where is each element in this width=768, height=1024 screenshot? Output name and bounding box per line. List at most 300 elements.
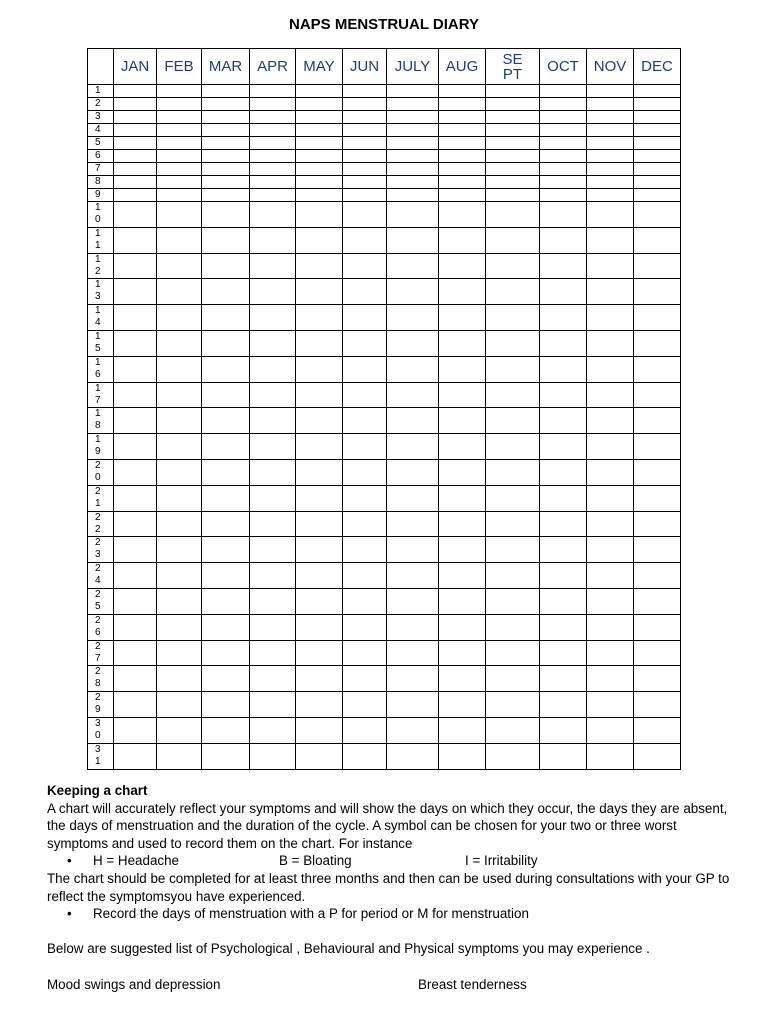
diary-cell[interactable] (296, 176, 343, 189)
diary-cell[interactable] (114, 150, 157, 163)
diary-cell[interactable] (540, 511, 587, 537)
diary-cell[interactable] (202, 640, 250, 666)
diary-cell[interactable] (157, 717, 202, 743)
diary-cell[interactable] (387, 434, 439, 460)
diary-cell[interactable] (486, 408, 540, 434)
diary-cell[interactable] (296, 485, 343, 511)
diary-cell[interactable] (250, 176, 296, 189)
diary-cell[interactable] (343, 253, 387, 279)
diary-cell[interactable] (114, 111, 157, 124)
diary-cell[interactable] (486, 98, 540, 111)
diary-cell[interactable] (250, 124, 296, 137)
diary-cell[interactable] (114, 227, 157, 253)
diary-cell[interactable] (634, 382, 681, 408)
diary-cell[interactable] (157, 485, 202, 511)
diary-cell[interactable] (634, 253, 681, 279)
diary-cell[interactable] (114, 98, 157, 111)
diary-cell[interactable] (486, 253, 540, 279)
diary-cell[interactable] (634, 434, 681, 460)
diary-cell[interactable] (114, 588, 157, 614)
diary-cell[interactable] (343, 189, 387, 202)
diary-cell[interactable] (486, 85, 540, 98)
diary-cell[interactable] (387, 85, 439, 98)
diary-cell[interactable] (250, 279, 296, 305)
diary-cell[interactable] (587, 305, 634, 331)
diary-cell[interactable] (387, 717, 439, 743)
diary-cell[interactable] (439, 279, 486, 305)
diary-cell[interactable] (296, 253, 343, 279)
diary-cell[interactable] (587, 588, 634, 614)
diary-cell[interactable] (540, 85, 587, 98)
diary-cell[interactable] (343, 163, 387, 176)
diary-cell[interactable] (157, 124, 202, 137)
diary-cell[interactable] (540, 459, 587, 485)
diary-cell[interactable] (114, 511, 157, 537)
diary-cell[interactable] (202, 408, 250, 434)
diary-cell[interactable] (343, 717, 387, 743)
diary-cell[interactable] (250, 163, 296, 176)
diary-cell[interactable] (486, 640, 540, 666)
diary-cell[interactable] (540, 666, 587, 692)
diary-cell[interactable] (157, 743, 202, 769)
diary-cell[interactable] (587, 227, 634, 253)
diary-cell[interactable] (634, 330, 681, 356)
diary-cell[interactable] (587, 98, 634, 111)
diary-cell[interactable] (114, 253, 157, 279)
diary-cell[interactable] (157, 253, 202, 279)
diary-cell[interactable] (540, 692, 587, 718)
diary-cell[interactable] (540, 434, 587, 460)
diary-cell[interactable] (439, 640, 486, 666)
diary-cell[interactable] (439, 176, 486, 189)
diary-cell[interactable] (343, 459, 387, 485)
diary-cell[interactable] (439, 98, 486, 111)
diary-cell[interactable] (250, 189, 296, 202)
diary-cell[interactable] (634, 98, 681, 111)
diary-cell[interactable] (296, 124, 343, 137)
diary-cell[interactable] (439, 356, 486, 382)
diary-cell[interactable] (634, 485, 681, 511)
diary-cell[interactable] (439, 692, 486, 718)
diary-cell[interactable] (634, 85, 681, 98)
diary-cell[interactable] (157, 202, 202, 228)
diary-cell[interactable] (343, 356, 387, 382)
diary-cell[interactable] (343, 111, 387, 124)
diary-cell[interactable] (157, 588, 202, 614)
diary-cell[interactable] (540, 227, 587, 253)
diary-cell[interactable] (343, 85, 387, 98)
diary-cell[interactable] (296, 98, 343, 111)
diary-cell[interactable] (587, 85, 634, 98)
diary-cell[interactable] (486, 124, 540, 137)
diary-cell[interactable] (343, 666, 387, 692)
diary-cell[interactable] (439, 253, 486, 279)
diary-cell[interactable] (587, 743, 634, 769)
diary-cell[interactable] (387, 537, 439, 563)
diary-cell[interactable] (114, 356, 157, 382)
diary-cell[interactable] (587, 408, 634, 434)
diary-cell[interactable] (157, 279, 202, 305)
diary-cell[interactable] (343, 588, 387, 614)
diary-cell[interactable] (486, 485, 540, 511)
diary-cell[interactable] (296, 150, 343, 163)
diary-cell[interactable] (343, 202, 387, 228)
diary-cell[interactable] (387, 588, 439, 614)
diary-cell[interactable] (634, 163, 681, 176)
diary-cell[interactable] (540, 717, 587, 743)
diary-cell[interactable] (387, 511, 439, 537)
diary-cell[interactable] (250, 111, 296, 124)
diary-cell[interactable] (250, 717, 296, 743)
diary-cell[interactable] (296, 434, 343, 460)
diary-cell[interactable] (439, 485, 486, 511)
diary-cell[interactable] (439, 537, 486, 563)
diary-cell[interactable] (114, 640, 157, 666)
diary-cell[interactable] (439, 189, 486, 202)
diary-cell[interactable] (439, 717, 486, 743)
diary-cell[interactable] (114, 692, 157, 718)
diary-cell[interactable] (634, 588, 681, 614)
diary-cell[interactable] (114, 382, 157, 408)
diary-cell[interactable] (157, 408, 202, 434)
diary-cell[interactable] (114, 330, 157, 356)
diary-cell[interactable] (540, 279, 587, 305)
diary-cell[interactable] (486, 382, 540, 408)
diary-cell[interactable] (202, 666, 250, 692)
diary-cell[interactable] (587, 459, 634, 485)
diary-cell[interactable] (439, 382, 486, 408)
diary-cell[interactable] (296, 227, 343, 253)
diary-cell[interactable] (157, 227, 202, 253)
diary-cell[interactable] (296, 330, 343, 356)
diary-cell[interactable] (486, 356, 540, 382)
diary-cell[interactable] (343, 640, 387, 666)
diary-cell[interactable] (387, 202, 439, 228)
diary-cell[interactable] (587, 176, 634, 189)
diary-cell[interactable] (250, 459, 296, 485)
diary-cell[interactable] (439, 434, 486, 460)
diary-cell[interactable] (439, 666, 486, 692)
diary-cell[interactable] (157, 459, 202, 485)
diary-cell[interactable] (114, 485, 157, 511)
diary-cell[interactable] (387, 137, 439, 150)
diary-cell[interactable] (114, 434, 157, 460)
diary-cell[interactable] (587, 692, 634, 718)
diary-cell[interactable] (296, 137, 343, 150)
diary-cell[interactable] (486, 279, 540, 305)
diary-cell[interactable] (587, 511, 634, 537)
diary-cell[interactable] (486, 563, 540, 589)
diary-cell[interactable] (486, 163, 540, 176)
diary-cell[interactable] (157, 176, 202, 189)
diary-cell[interactable] (634, 111, 681, 124)
diary-cell[interactable] (296, 305, 343, 331)
diary-cell[interactable] (250, 202, 296, 228)
diary-cell[interactable] (343, 279, 387, 305)
diary-cell[interactable] (540, 588, 587, 614)
diary-cell[interactable] (387, 356, 439, 382)
diary-cell[interactable] (250, 485, 296, 511)
diary-cell[interactable] (439, 85, 486, 98)
diary-cell[interactable] (540, 253, 587, 279)
diary-cell[interactable] (343, 434, 387, 460)
diary-cell[interactable] (296, 85, 343, 98)
diary-cell[interactable] (157, 511, 202, 537)
diary-cell[interactable] (343, 614, 387, 640)
diary-cell[interactable] (202, 588, 250, 614)
diary-cell[interactable] (343, 692, 387, 718)
diary-cell[interactable] (250, 563, 296, 589)
diary-cell[interactable] (387, 111, 439, 124)
diary-cell[interactable] (439, 305, 486, 331)
diary-cell[interactable] (250, 666, 296, 692)
diary-cell[interactable] (587, 485, 634, 511)
diary-cell[interactable] (250, 98, 296, 111)
diary-cell[interactable] (387, 563, 439, 589)
diary-cell[interactable] (486, 189, 540, 202)
diary-cell[interactable] (202, 150, 250, 163)
diary-cell[interactable] (439, 150, 486, 163)
diary-cell[interactable] (486, 511, 540, 537)
diary-cell[interactable] (250, 434, 296, 460)
diary-cell[interactable] (296, 614, 343, 640)
diary-cell[interactable] (439, 227, 486, 253)
diary-cell[interactable] (202, 511, 250, 537)
diary-cell[interactable] (250, 253, 296, 279)
diary-cell[interactable] (250, 150, 296, 163)
diary-cell[interactable] (250, 382, 296, 408)
diary-cell[interactable] (634, 743, 681, 769)
diary-cell[interactable] (202, 614, 250, 640)
diary-cell[interactable] (587, 537, 634, 563)
diary-cell[interactable] (296, 111, 343, 124)
diary-cell[interactable] (250, 743, 296, 769)
diary-cell[interactable] (343, 124, 387, 137)
diary-cell[interactable] (250, 614, 296, 640)
diary-cell[interactable] (587, 253, 634, 279)
diary-cell[interactable] (439, 588, 486, 614)
diary-cell[interactable] (486, 305, 540, 331)
diary-cell[interactable] (486, 717, 540, 743)
diary-cell[interactable] (250, 305, 296, 331)
diary-cell[interactable] (587, 150, 634, 163)
diary-cell[interactable] (387, 189, 439, 202)
diary-cell[interactable] (587, 279, 634, 305)
diary-cell[interactable] (634, 614, 681, 640)
diary-cell[interactable] (157, 640, 202, 666)
diary-cell[interactable] (202, 202, 250, 228)
diary-cell[interactable] (157, 85, 202, 98)
diary-cell[interactable] (439, 614, 486, 640)
diary-cell[interactable] (202, 356, 250, 382)
diary-cell[interactable] (202, 717, 250, 743)
diary-cell[interactable] (634, 137, 681, 150)
diary-cell[interactable] (634, 227, 681, 253)
diary-cell[interactable] (157, 382, 202, 408)
diary-cell[interactable] (587, 124, 634, 137)
diary-cell[interactable] (587, 202, 634, 228)
diary-cell[interactable] (343, 743, 387, 769)
diary-cell[interactable] (540, 137, 587, 150)
diary-cell[interactable] (634, 202, 681, 228)
diary-cell[interactable] (387, 640, 439, 666)
diary-cell[interactable] (250, 356, 296, 382)
diary-cell[interactable] (486, 111, 540, 124)
diary-cell[interactable] (634, 124, 681, 137)
diary-cell[interactable] (387, 98, 439, 111)
diary-cell[interactable] (157, 666, 202, 692)
diary-cell[interactable] (343, 537, 387, 563)
diary-cell[interactable] (296, 743, 343, 769)
diary-cell[interactable] (439, 743, 486, 769)
diary-cell[interactable] (634, 537, 681, 563)
diary-cell[interactable] (114, 137, 157, 150)
diary-cell[interactable] (634, 563, 681, 589)
diary-cell[interactable] (157, 330, 202, 356)
diary-cell[interactable] (439, 330, 486, 356)
diary-cell[interactable] (486, 588, 540, 614)
diary-cell[interactable] (343, 305, 387, 331)
diary-cell[interactable] (114, 408, 157, 434)
diary-cell[interactable] (439, 111, 486, 124)
diary-cell[interactable] (540, 163, 587, 176)
diary-cell[interactable] (587, 163, 634, 176)
diary-cell[interactable] (540, 202, 587, 228)
diary-cell[interactable] (387, 124, 439, 137)
diary-cell[interactable] (114, 563, 157, 589)
diary-cell[interactable] (540, 150, 587, 163)
diary-cell[interactable] (486, 537, 540, 563)
diary-cell[interactable] (387, 382, 439, 408)
diary-cell[interactable] (114, 176, 157, 189)
diary-cell[interactable] (157, 111, 202, 124)
diary-cell[interactable] (540, 305, 587, 331)
diary-cell[interactable] (296, 382, 343, 408)
diary-cell[interactable] (486, 176, 540, 189)
diary-cell[interactable] (202, 85, 250, 98)
diary-cell[interactable] (486, 459, 540, 485)
diary-cell[interactable] (250, 640, 296, 666)
diary-cell[interactable] (634, 692, 681, 718)
diary-cell[interactable] (157, 189, 202, 202)
diary-cell[interactable] (157, 434, 202, 460)
diary-cell[interactable] (540, 537, 587, 563)
diary-cell[interactable] (634, 189, 681, 202)
diary-cell[interactable] (486, 666, 540, 692)
diary-cell[interactable] (634, 640, 681, 666)
diary-cell[interactable] (387, 330, 439, 356)
diary-cell[interactable] (343, 137, 387, 150)
diary-cell[interactable] (439, 137, 486, 150)
diary-cell[interactable] (387, 666, 439, 692)
diary-cell[interactable] (296, 537, 343, 563)
diary-cell[interactable] (387, 485, 439, 511)
diary-cell[interactable] (387, 408, 439, 434)
diary-cell[interactable] (157, 537, 202, 563)
diary-cell[interactable] (343, 485, 387, 511)
diary-cell[interactable] (114, 743, 157, 769)
diary-cell[interactable] (157, 137, 202, 150)
diary-cell[interactable] (114, 537, 157, 563)
diary-cell[interactable] (114, 459, 157, 485)
diary-cell[interactable] (202, 137, 250, 150)
diary-cell[interactable] (439, 202, 486, 228)
diary-cell[interactable] (202, 227, 250, 253)
diary-cell[interactable] (202, 189, 250, 202)
diary-cell[interactable] (157, 692, 202, 718)
diary-cell[interactable] (343, 150, 387, 163)
diary-cell[interactable] (540, 382, 587, 408)
diary-cell[interactable] (540, 124, 587, 137)
diary-cell[interactable] (587, 111, 634, 124)
diary-cell[interactable] (114, 279, 157, 305)
diary-cell[interactable] (250, 408, 296, 434)
diary-cell[interactable] (634, 305, 681, 331)
diary-cell[interactable] (540, 98, 587, 111)
diary-cell[interactable] (114, 124, 157, 137)
diary-cell[interactable] (114, 305, 157, 331)
diary-cell[interactable] (202, 330, 250, 356)
diary-cell[interactable] (114, 189, 157, 202)
diary-cell[interactable] (157, 563, 202, 589)
diary-cell[interactable] (343, 227, 387, 253)
diary-cell[interactable] (296, 666, 343, 692)
diary-cell[interactable] (250, 537, 296, 563)
diary-cell[interactable] (634, 511, 681, 537)
diary-cell[interactable] (634, 459, 681, 485)
diary-cell[interactable] (634, 356, 681, 382)
diary-cell[interactable] (439, 459, 486, 485)
diary-cell[interactable] (387, 692, 439, 718)
diary-cell[interactable] (296, 163, 343, 176)
diary-cell[interactable] (587, 666, 634, 692)
diary-cell[interactable] (202, 111, 250, 124)
diary-cell[interactable] (387, 176, 439, 189)
diary-cell[interactable] (296, 279, 343, 305)
diary-cell[interactable] (587, 434, 634, 460)
diary-cell[interactable] (540, 743, 587, 769)
diary-cell[interactable] (486, 743, 540, 769)
diary-cell[interactable] (296, 408, 343, 434)
diary-cell[interactable] (114, 666, 157, 692)
diary-cell[interactable] (486, 227, 540, 253)
diary-cell[interactable] (439, 163, 486, 176)
diary-cell[interactable] (296, 692, 343, 718)
diary-cell[interactable] (634, 408, 681, 434)
diary-cell[interactable] (296, 588, 343, 614)
diary-cell[interactable] (343, 98, 387, 111)
diary-cell[interactable] (387, 227, 439, 253)
diary-cell[interactable] (486, 692, 540, 718)
diary-cell[interactable] (202, 124, 250, 137)
diary-cell[interactable] (540, 614, 587, 640)
diary-cell[interactable] (439, 511, 486, 537)
diary-cell[interactable] (114, 717, 157, 743)
diary-cell[interactable] (486, 202, 540, 228)
diary-cell[interactable] (296, 189, 343, 202)
diary-cell[interactable] (343, 408, 387, 434)
diary-cell[interactable] (634, 150, 681, 163)
diary-cell[interactable] (250, 330, 296, 356)
diary-cell[interactable] (202, 434, 250, 460)
diary-cell[interactable] (540, 111, 587, 124)
diary-cell[interactable] (540, 189, 587, 202)
diary-cell[interactable] (157, 150, 202, 163)
diary-cell[interactable] (157, 305, 202, 331)
diary-cell[interactable] (486, 137, 540, 150)
diary-cell[interactable] (387, 305, 439, 331)
diary-cell[interactable] (296, 356, 343, 382)
